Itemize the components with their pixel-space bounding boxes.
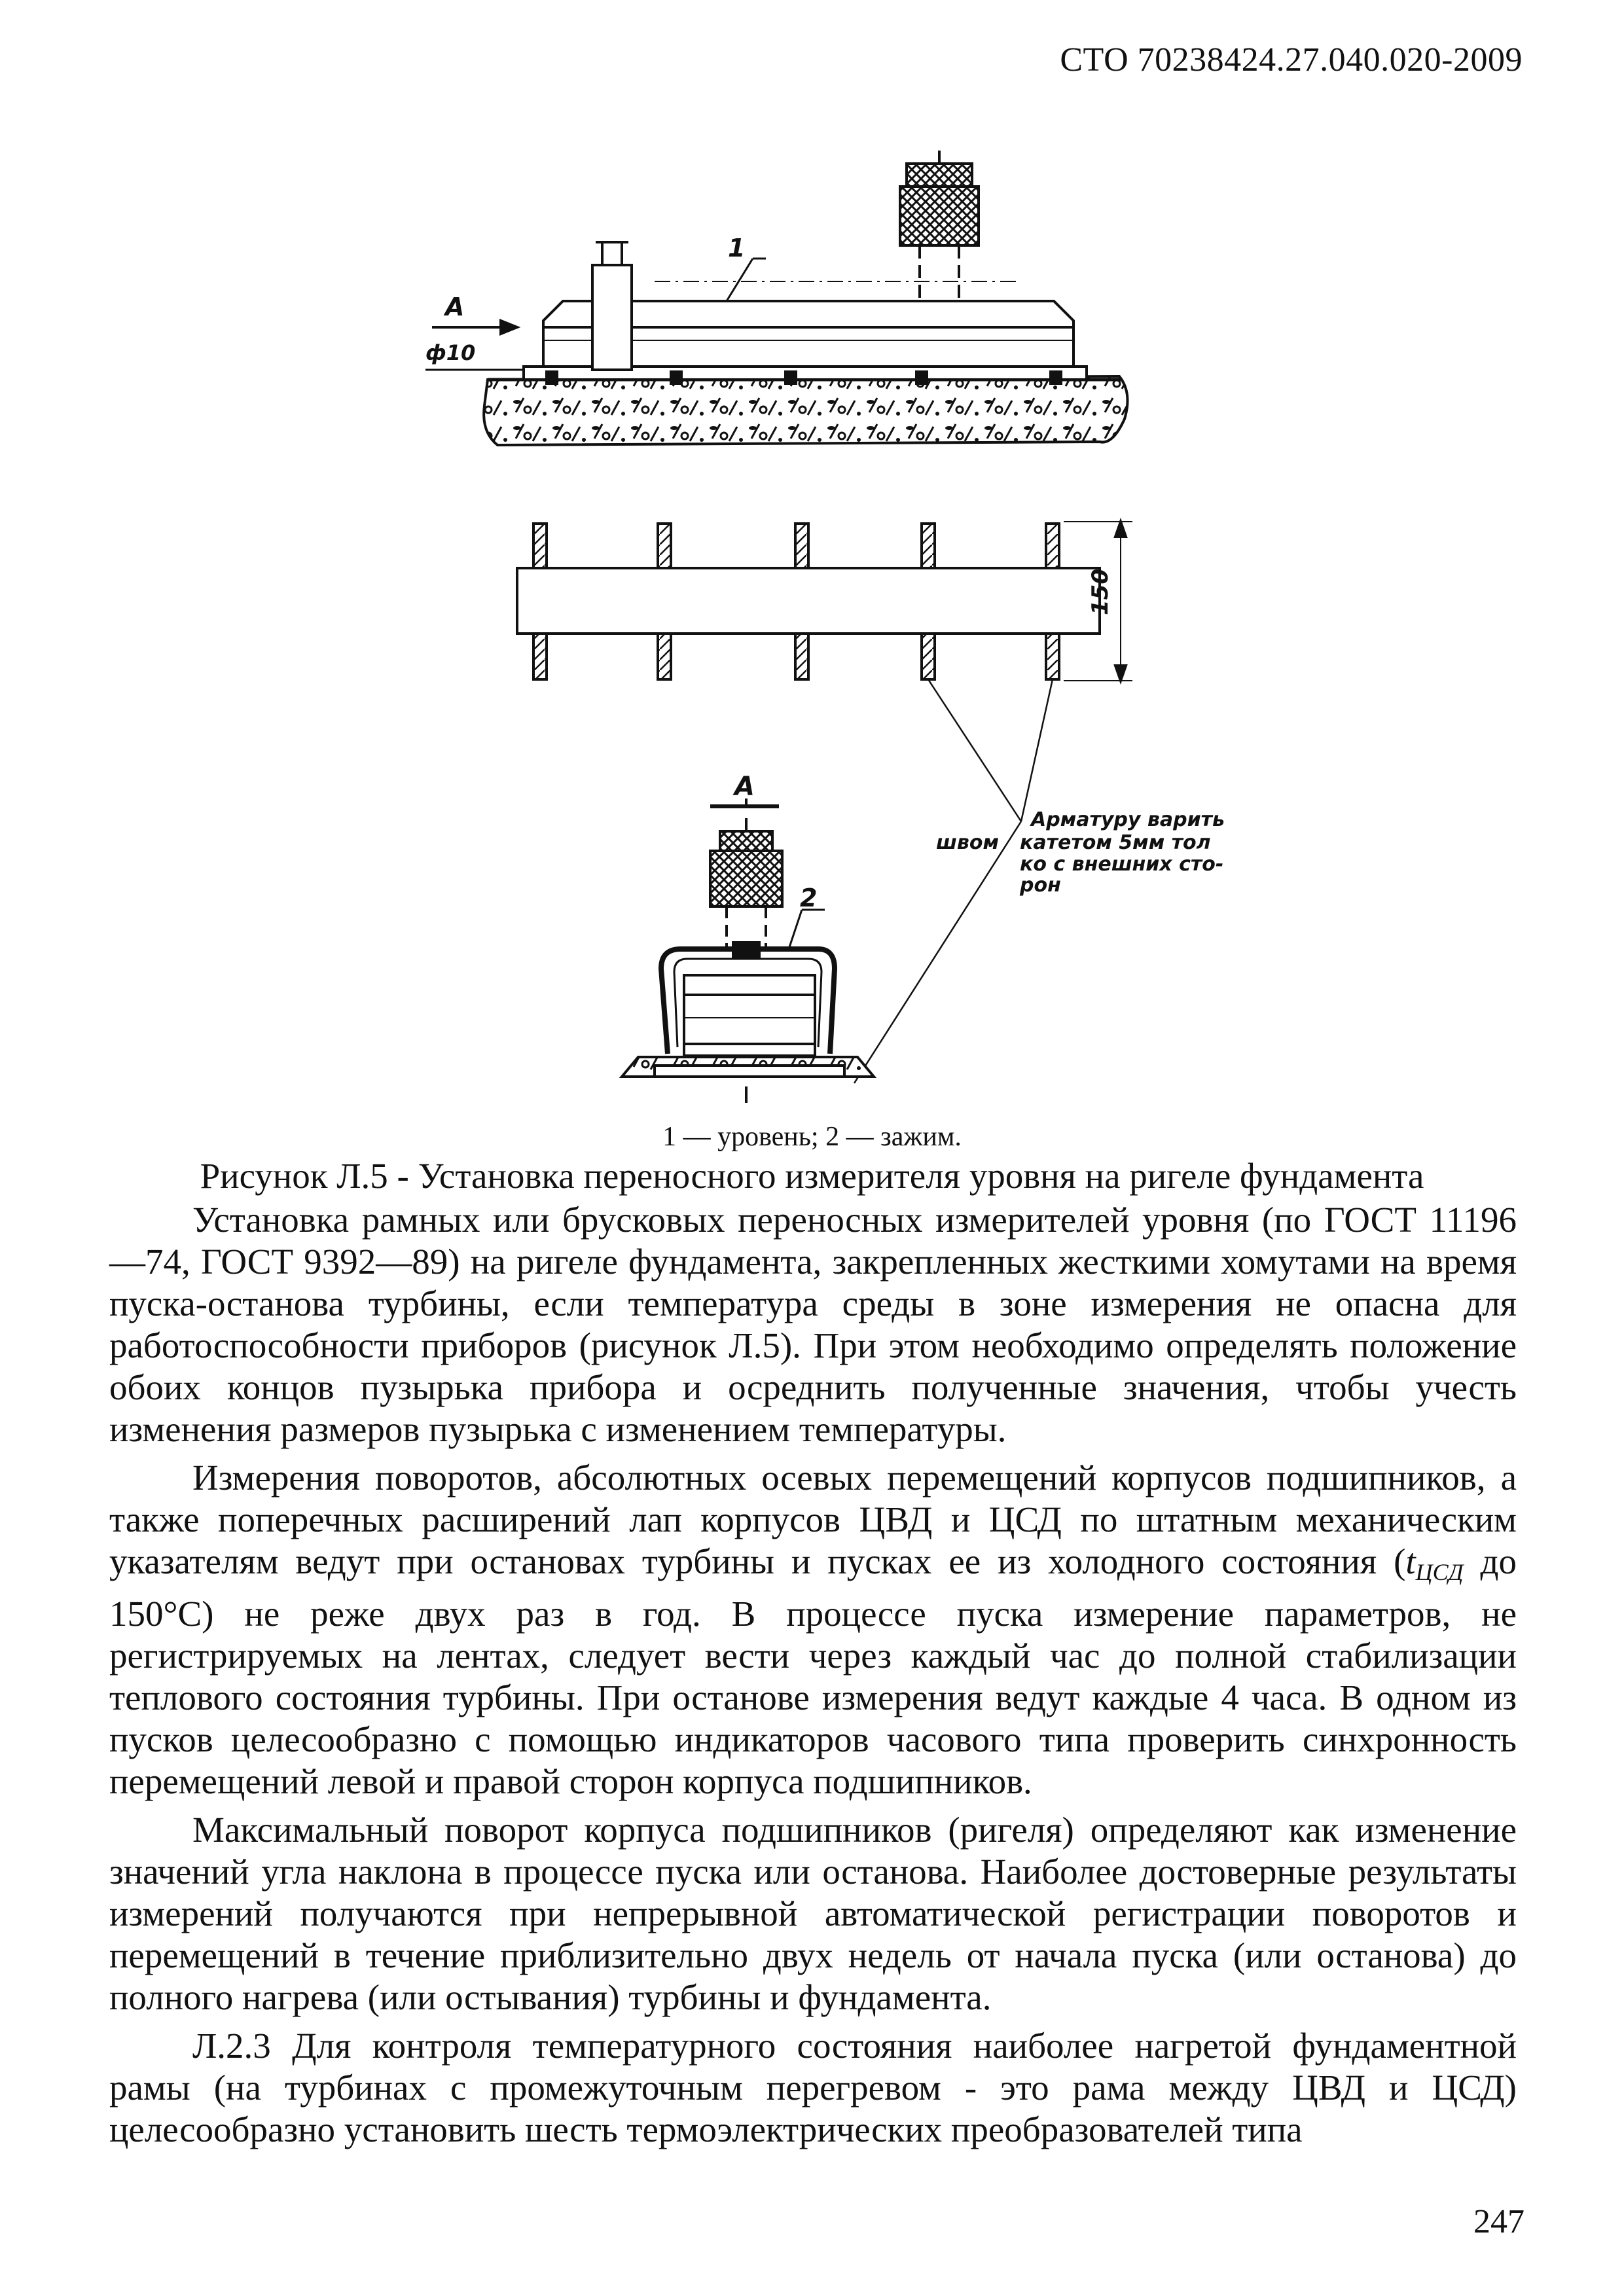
callout-1-label: 1 — [728, 234, 746, 262]
figure-legend: 1 — уровень; 2 — зажим. — [662, 1122, 962, 1152]
callout-2-label: 2 — [800, 884, 818, 912]
dimension-150: 150 — [1087, 569, 1113, 615]
paragraph-3: Максимальный поворот корпуса подшипников (ригеля) определяют как изменение значений угла наклона в процессе пуска или останова. Наиболее достоверные результаты измерений получаются при непрерывной автоматической регистрации поворотов и перемещений в течение приблизительно двух недель от начала пуска (или останова) до полного нагрева (или остывания) турбины и фундамента. — [109, 1810, 1517, 2017]
weld-note-left: швом — [936, 831, 999, 854]
weld-note — [936, 808, 1225, 897]
document-code: СТО 70238424.27.040.020-2009 — [1060, 41, 1523, 79]
label-diameter: ф10 — [425, 340, 476, 365]
label-view-a-top: А — [445, 293, 465, 321]
weld-note-line-2: катетом 5мм тол — [1020, 831, 1211, 854]
label-view-a: А — [734, 772, 755, 802]
weld-note-line-4: рон — [1020, 874, 1061, 897]
weld-note-line-3: ко с внешних сто- — [1020, 853, 1224, 876]
paragraph-2: Измерения поворотов, абсолютных осевых перемещений корпусов подшипников, а также поперечных расширений лап корпусов ЦВД и ЦСД по штатным механическим указателям ведут при остановах турбины и пусках ее из холодного состояния ($t_{ЦСД}$ до 150°С) не реже двух раз в год. В процессе пуска измерение параметров, не регистрируемых на лентах, следует вести через каждый час до полной стабилизации теплового состояния турбины. При останове измерения ведут каждые 4 часа. В одном из пусков целесообразно с помощью индикаторов часового типа проверить синхронность перемещений левой и правой сторон корпуса подшипников. — [109, 1458, 1517, 1801]
weld-note-line-1: Арматуру варить — [1031, 808, 1225, 831]
plan-view-drawing — [517, 522, 1132, 1083]
body-text — [109, 1199, 1517, 2151]
paragraph-1: Установка рамных или брусковых переносных измерителей уровня (по ГОСТ 11196—74, ГОСТ 9392—89) на ригеле фундамента, закрепленных жесткими хомутами на время пуска-останова турбины, если температура среды в зоне измерения не опасна для работоспособности приборов (рисунок Л.5). При этом необходимо определять положение обоих концов пузырька прибора и осреднить полученные значения, чтобы учесть изменения размеров пузырька с изменением температуры. — [109, 1200, 1517, 1449]
figure-level-gauge-installation — [0, 0, 1624, 1132]
side-view-drawing — [425, 151, 1128, 445]
page-number: 247 — [1473, 2203, 1525, 2240]
section-a-drawing — [622, 798, 874, 1103]
paragraph-4: Л.2.3 Для контроля температурного состояния наиболее нагретой фундаментной рамы (на турбинах с промежуточным перегревом - это рама между ЦВД и ЦСД) целесообразно установить шесть термоэлектрических преобразователей типа — [109, 2026, 1517, 2149]
figure-caption: Рисунок Л.5 - Установка переносного измерителя уровня на ригеле фундамента — [200, 1156, 1424, 1196]
